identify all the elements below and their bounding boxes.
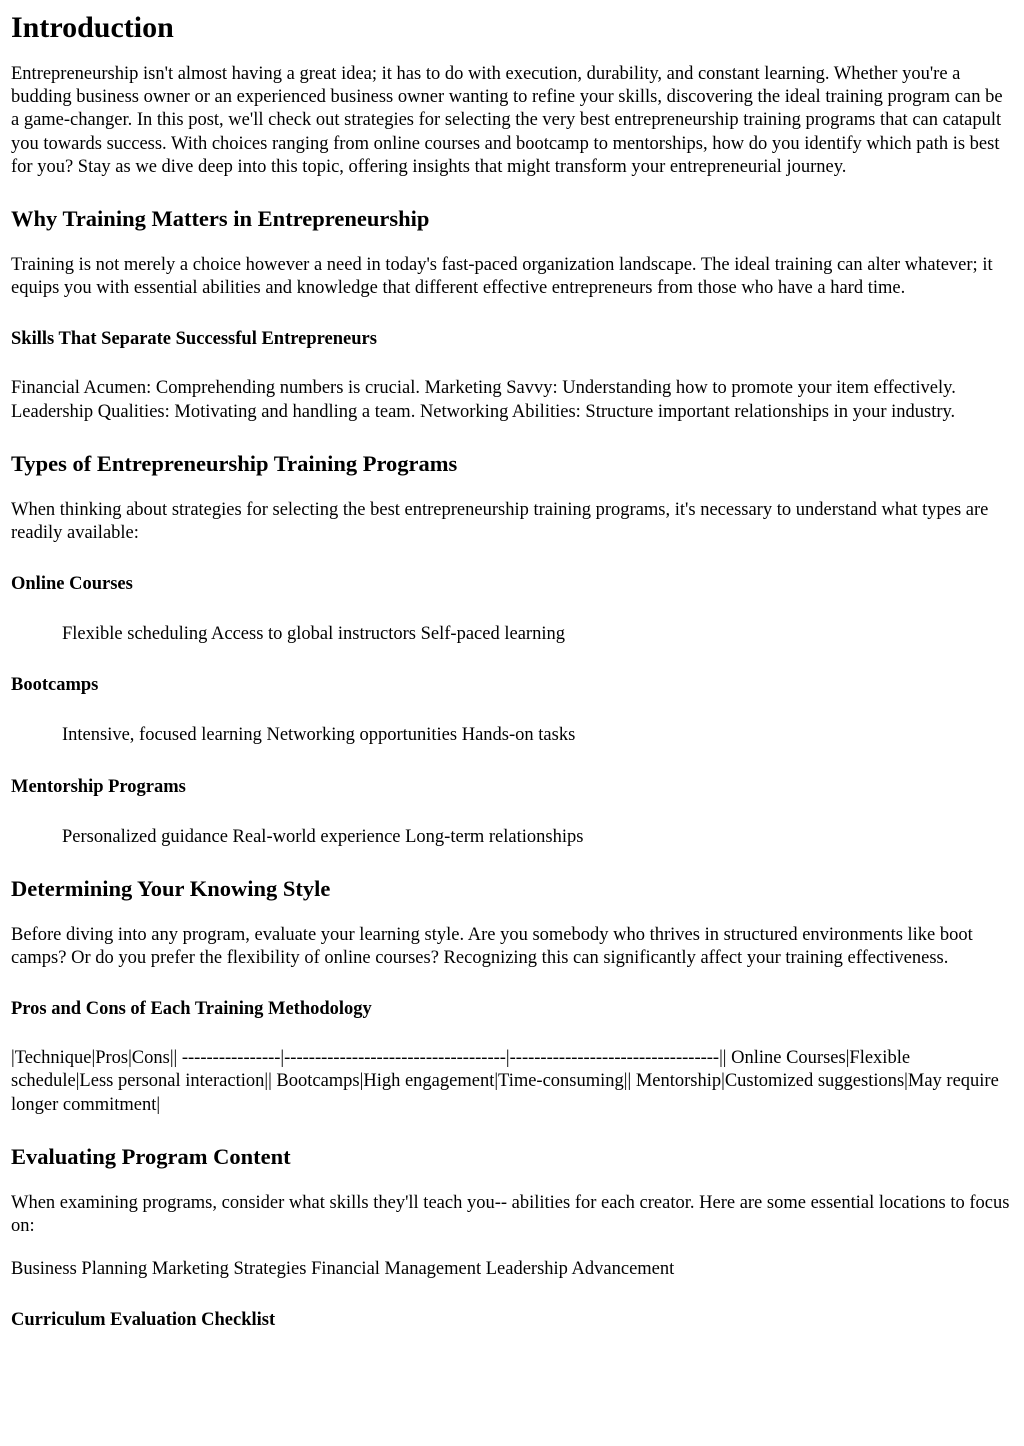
online-courses-heading: Online Courses [11, 574, 133, 595]
bootcamps-list: Intensive, focused learning Networking opportunities Hands-on tasks [62, 725, 576, 746]
checklist-heading: Curriculum Evaluation Checklist [11, 1310, 276, 1331]
skills-paragraph: Financial Acumen: Comprehending numbers is crucial. Marketing Savvy: Understanding how to promote your item effectively. Leadership Qualities: Motivating and handling a team. Networking Abilities: Structure important relationships in your industry. [11, 378, 956, 422]
program-content-heading: Evaluating Program Content [11, 1143, 291, 1169]
article [0, 10, 1024, 1332]
learning-style-heading: Determining Your Knowing Style [11, 875, 331, 901]
online-courses-list: Flexible scheduling Access to global instructors Self-paced learning [62, 624, 565, 645]
program-types-paragraph: When thinking about strategies for selecting the best entrepreneurship training programs, it's necessary to understand what types are readily available: [11, 499, 989, 544]
why-training-paragraph: Training is not merely a choice however a need in today's fast-paced organization landscape. The ideal training can alter whatever; it equips you with essential abilities and knowledge that different effective entrepreneurs from those who have a hard time. [11, 255, 993, 299]
pros-cons-heading: Pros and Cons of Each Training Methodology [11, 999, 372, 1020]
learning-style-paragraph: Before diving into any program, evaluate your learning style. Are you somebody who thrives in structured environments like boot camps? Or do you prefer the flexibility of online courses? Recognizing this can significantly affect your training effectiveness. [11, 924, 973, 969]
pros-cons-table-text: |Technique|Pros|Cons|| ----------------|------------------------------------|----------------------------------|| Online Courses|Flexible schedule|Less personal interaction|| Bootcamps|High engagement|Time-consuming|| Mentorship|Customized suggestions|May require longer commitment| [11, 1048, 999, 1115]
skills-heading: Skills That Separate Successful Entrepreneurs [11, 329, 377, 350]
program-content-paragraph: When examining programs, consider what skills they'll teach you-- abilities for each creator. Here are some essential locations to focus on: [11, 1192, 1010, 1237]
why-training-heading: Why Training Matters in Entrepreneurship [11, 206, 430, 232]
mentorship-list: Personalized guidance Real-world experience Long-term relationships [62, 826, 584, 847]
bootcamps-heading: Bootcamps [11, 675, 99, 696]
intro-paragraph: Entrepreneurship isn't almost having a great idea; it has to do with execution, durability, and constant learning. Whether you're a budding business owner or an experienced business owner wanting to refine your skills, discovering the ideal training program can be a game-changer. In this post, we'll check out strategies for selecting the very best entrepreneurship training programs that can catapult you towards success. With choices ranging from online courses and bootcamp to mentorships, how do you identify which path is best for you? Stay as we dive deep into this topic, offering insights that might transform your entrepreneurial journey. [11, 64, 1003, 177]
program-types-heading: Types of Entrepreneurship Training Programs [11, 450, 458, 476]
mentorship-heading: Mentorship Programs [11, 776, 186, 797]
focus-areas-list: Business Planning Marketing Strategies Financial Management Leadership Advancement [11, 1259, 675, 1280]
page-title: Introduction [11, 11, 174, 44]
